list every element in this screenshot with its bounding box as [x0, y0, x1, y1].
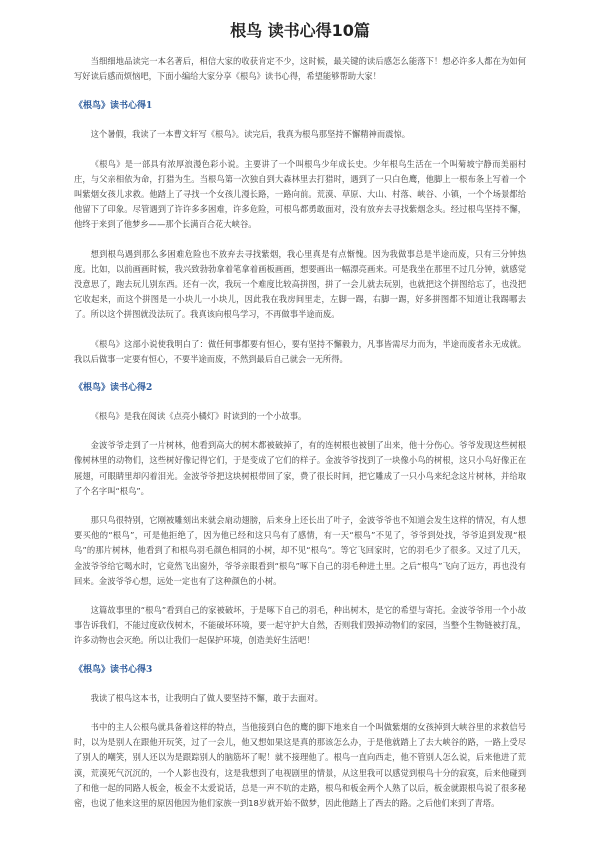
intro-paragraph: 当细细地品读完一本名著后，相信大家的收获肯定不少，这时候，最关键的读后感怎么能落下！想必许多人都在为如何写好读后感而烦恼吧，下面小编给大家分享《根鸟》读书心得，希望能够帮助大家！ [74, 56, 526, 82]
paragraph: 这篇故事里的“根鸟”看到自己的家被破坏，于是啄下自己的羽毛，种出树木，是它的希望与寄托。金波爷爷用一个小故事告诉我们，不能过度砍伐树木，不能破坏环境，要一起守护大自然，否则我们毁掉动物们的家园，当整个生物链被打乱，许多动物也会灭绝。所以让我们一起保护环境，创造美好生活吧！ [74, 605, 526, 646]
paragraph: 《根鸟》这部小说使我明白了：做任何事都要有恒心，要有坚持不懈毅力，凡事皆需尽力而为，半途而废者永无成就。我以后做事一定要有恒心，不要半途而废，不然到最后自己就会一无所得。 [74, 338, 526, 364]
paragraph: 想到根鸟遇到那么多困难危险也不放弃去寻找紫烟，我心里真是有点惭愧。因为我做事总是半途而废，只有三分钟热度。比如，以前画画时候，我兴致勃勃拿着笔拿着画板画画，想要画出一幅漂亮画来。可是我坐在那里不过几分钟，就感觉没意思了，跑去玩儿别东西。还有一次，我玩一个难度比较高拼图，拼了一会儿就去玩别，也就把这个拼图给忘了，也没把它收起来，而这个拼图是一小块儿一小块儿，因此我在我房间里走，左脚一踢，右脚一踢，好多拼图都不知道让我踢哪去了。所以这个拼图就没法玩了。我真该向根鸟学习，不再做事半途而废。 [74, 248, 526, 320]
section-heading: 《根鸟》读书心得1 [74, 101, 153, 112]
paragraph: 这个暑假，我读了一本曹文轩写《根鸟》。读完后，我真为根鸟那坚持不懈精神而震惊。 [90, 129, 411, 140]
paragraph: 我读了根鸟这本书，让我明白了做人要坚持不懈，敢于去面对。 [90, 692, 323, 703]
paragraph: 金波爷爷走到了一片树林，他看到高大的树木都被破掉了，有的连树根也被刨了出来，他十分伤心。爷爷发现这些树根像树林里的动物们，这些树好像记得它们，于是变成了它们的样子。金波爷爷找到了一块像小鸟的树根，这只小鸟好像正在展翅，可眼睛里却闪着泪光。金波爷爷把这块树根带回了家，费了很长时间，把它雕成了一只小鸟来纪念这片树林，并给取了个名字叫“根鸟”。 [74, 440, 526, 496]
section-2 [74, 381, 526, 649]
section-1 [74, 99, 526, 367]
page-title: 根鸟 读书心得10篇 [230, 21, 370, 40]
paragraph: 书中的主人公根鸟就具备着这样的特点，当他接到白色的鹰的脚下地来自一个叫做紫烟的女孩掉到大峡谷里的求救信号时，以为是别人在跟他开玩笑，过了一会儿，他又想如果这是真的那该怎么办，于是他就踏上了去大峡谷的路，一路上受尽了别人的嘲笑，别人还以为是跟踪别人的脑筋坏了呢！就不接理他了。根鸟一直向西走，他不管别人怎么说，后来他进了荒漠，荒漠死气沉沉的，一个人影也没有，这是我想到了电视剧里的情景，从这里我可以感觉到根鸟十分的寂寞，后来他碰到了和他一起的同路人板金，板金不太爱说话，总是一声不吭的走路，根鸟和板金两个人熟了以后，板金就跟根鸟说了很多秘密，也说了他来这里的原因他因为他们家族一到18岁就开始不做梦，因此他踏上了西去的路。之后他们来到了青塔。 [74, 721, 526, 808]
section-heading: 《根鸟》读书心得2 [74, 383, 153, 394]
paragraph: 《根鸟》是我在阅读《点亮小橘灯》时读到的一个小故事。 [90, 411, 307, 422]
paragraph: 那只鸟很特别，它刚被雕刻出来就会扇动翅膀，后来身上还长出了叶子，金波爷爷也不知道会发生这样的情况，有人想要买他的“根鸟”，可是他拒绝了，因为他已经和这只鸟有了感情，有一天“根鸟”不见了，爷爷到处找，爷爷追到发现“根鸟”的那片树林，他看到了和根鸟羽毛颜色相同的小树，却不见“根鸟”。等它飞回家时，它的羽毛少了很多。又过了几天，金波爷爷给它喝水时，它竟然飞出窗外，爷爷亲眼看到“根鸟”啄下自己的羽毛种进土里。之后“根鸟”飞向了远方，再也没有回来。金波爷爷心想，远处一定也有了这种颜色的小树。 [74, 515, 526, 586]
section-3 [74, 663, 526, 811]
section-heading: 《根鸟》读书心得3 [74, 664, 153, 675]
intro-block [74, 54, 526, 84]
paragraph: 《根鸟》是一部具有浓厚浪漫色彩小说。主要讲了一个叫根鸟少年成长史。少年根鸟生活在一个叫菊坡宁静而美丽村庄，与父亲相依为命，打猎为生。当根鸟第一次独自到大森林里去打猎时，遇到了一只白色鹰，他脚上一根布条上写着一个叫紫烟女孩儿求救。他踏上了寻找一个女孩儿漫长路，一路向前。荒漠、草原、大山、村落、峡谷、小镇，一个个场景都给他留下了印象。尽管遇到了许许多多困难，许多危险，可根鸟都勇敢面对，没有放弃去寻找紫烟念头。经过根鸟坚持不懈，他终于来到了他梦乡——那个长满百合花大峡谷。 [74, 158, 526, 230]
